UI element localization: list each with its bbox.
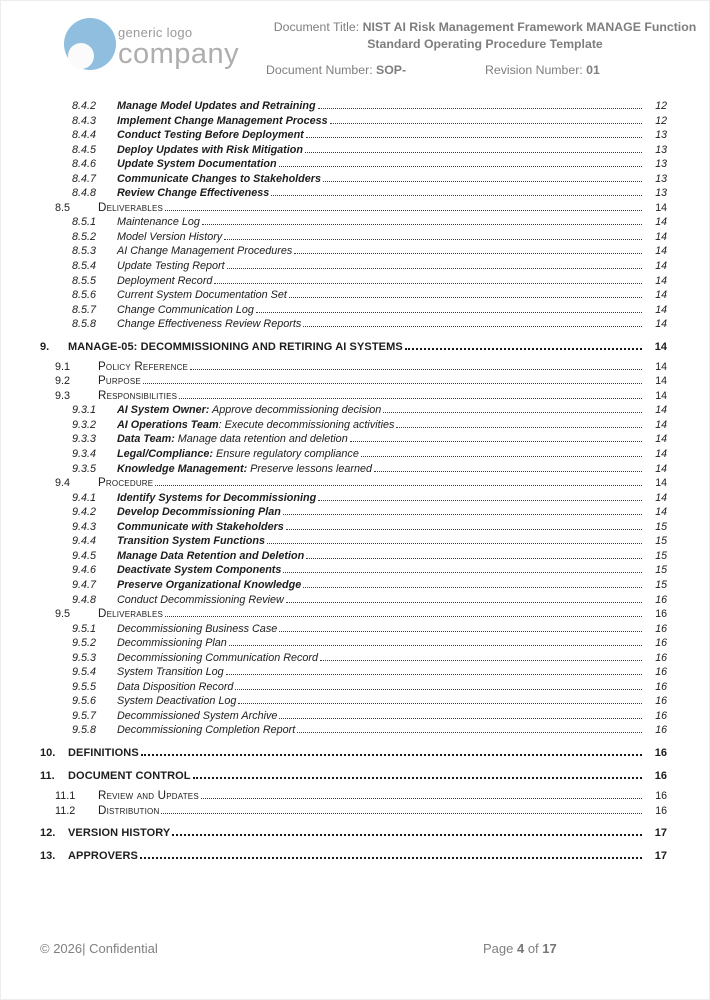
toc-dot-leader (140, 857, 642, 859)
toc-entry-9-4-8[interactable] (40, 593, 667, 608)
toc-entry-number: 8.5.6 (72, 289, 97, 302)
toc-entry-title: Purpose (98, 374, 141, 388)
toc-entry-number: 8.4.7 (72, 172, 97, 185)
revision-number-value: 01 (586, 63, 600, 78)
toc-entry-title: Implement Change Management Process (117, 114, 328, 127)
toc-entry-number: 9.3.5 (72, 462, 97, 475)
toc-entry-page: 17 (654, 827, 667, 840)
toc-entry-title: Conduct Decommissioning Review (117, 593, 284, 606)
toc-entry-9-5-2[interactable] (40, 636, 667, 651)
toc-entry-number: 12. (40, 827, 56, 840)
toc-dot-leader (202, 224, 642, 225)
toc-entry-page: 14 (655, 245, 667, 258)
toc-entry-page: 15 (655, 578, 667, 591)
toc-entry-9-3-5[interactable] (40, 462, 667, 477)
toc-dot-leader (374, 471, 642, 472)
toc-entry-number: 9.2 (55, 375, 71, 388)
toc-entry-9-4-2[interactable] (40, 505, 667, 520)
toc-dot-leader (305, 152, 642, 153)
toc-entry-8-5-5[interactable] (40, 274, 667, 289)
toc-entry-title: MANAGE-05: DECOMMISSIONING AND RETIRING AI SYSTEMS (68, 340, 403, 353)
toc-dot-leader (226, 674, 642, 675)
toc-entry-number: 11. (40, 769, 55, 782)
toc-entry-number: 9.4.8 (72, 593, 97, 606)
toc-dot-leader (318, 108, 642, 109)
toc-entry-number: 9.5.3 (72, 651, 97, 664)
toc-entry-9-3-4[interactable] (40, 447, 667, 462)
toc-entry-title: Decommissioning Completion Report (117, 724, 296, 737)
toc-entry-number: 8.5 (55, 201, 71, 214)
document-title-label: Document Title: (273, 20, 363, 34)
toc-entry-9-3-1[interactable] (40, 403, 667, 418)
toc-entry-9-5-4[interactable] (40, 665, 667, 680)
toc-entry-number: 8.4.3 (72, 114, 97, 127)
toc-entry-page: 13 (655, 158, 667, 171)
toc-entry-8-5-7[interactable] (40, 303, 667, 318)
toc-entry-9-4-1[interactable] (40, 491, 667, 506)
toc-dot-leader (405, 348, 642, 350)
toc-dot-leader (297, 732, 642, 733)
toc-entry-title: Identify Systems for Decommissioning (117, 491, 317, 504)
toc-entry-number: 9.5 (55, 608, 71, 621)
toc-dot-leader (320, 660, 642, 661)
toc-dot-leader (396, 427, 642, 428)
toc-entry-number: 9. (40, 340, 50, 353)
logo-text (118, 26, 239, 69)
toc-entry-title: Develop Decommissioning Plan (117, 506, 281, 519)
document-footer (0, 941, 710, 961)
toc-entry-page: 14 (655, 260, 667, 273)
toc-entry-title: System Deactivation Log (117, 695, 237, 708)
toc-dot-leader (214, 283, 642, 284)
toc-entry-number: 9.3.3 (72, 433, 97, 446)
toc-entry-page: 14 (654, 340, 667, 353)
toc-entry-title: Legal/Compliance: Ensure regulatory compliance (117, 448, 359, 461)
toc-entry-page: 14 (655, 506, 667, 519)
toc-entry-number: 9.3.2 (72, 418, 97, 431)
toc-dot-leader (283, 514, 642, 515)
toc-dot-leader (143, 383, 642, 384)
logo-company-name: company (118, 38, 240, 70)
toc-entry-page: 16 (655, 724, 667, 737)
toc-entry-number: 8.4.4 (72, 129, 97, 142)
toc-entry-title: Communicate Changes to Stakeholders (117, 172, 321, 185)
toc-entry-number: 9.4.7 (72, 578, 97, 591)
toc-dot-leader (294, 253, 642, 254)
toc-entry-page: 16 (654, 746, 667, 759)
page-of-label: of (524, 941, 543, 956)
toc-entry-number: 13. (40, 850, 56, 863)
toc-entry-title: Conduct Testing Before Deployment (117, 129, 304, 142)
toc-entry-8-4-2[interactable] (40, 99, 667, 114)
toc-entry-page: 14 (655, 418, 667, 431)
toc-entry-number: 9.4.2 (72, 506, 97, 519)
toc-entry-page: 12 (655, 100, 667, 112)
toc-dot-leader (235, 689, 642, 690)
toc-dot-leader (303, 326, 642, 327)
toc-entry-title: Data Disposition Record (117, 680, 234, 693)
toc-entry-number: 9.5.8 (72, 724, 97, 737)
toc-entry-9-5-8[interactable] (40, 723, 667, 738)
toc-entry-8-5-2[interactable] (40, 230, 667, 245)
toc-dot-leader (229, 645, 642, 646)
toc-entry-9[interactable] (40, 340, 667, 355)
toc-entry-8-4-4[interactable] (40, 128, 667, 143)
toc-entry-title: Deactivate System Components (117, 564, 282, 577)
toc-entry-8-4-8[interactable] (40, 186, 667, 201)
toc-entry-9-5-5[interactable] (40, 680, 667, 695)
toc-entry-title: Manage Data Retention and Deletion (117, 549, 305, 562)
toc-dot-leader (350, 441, 642, 442)
toc-dot-leader (279, 631, 642, 632)
toc-entry-number: 9.5.7 (72, 709, 97, 722)
toc-entry-title: Data Team: Manage data retention and deletion (117, 433, 348, 446)
toc-entry-number: 8.5.3 (72, 245, 97, 258)
toc-entry-number: 9.4.3 (72, 520, 97, 533)
toc-entry-title: Change Communication Log (117, 303, 254, 316)
document-number-label: Document Number: (266, 63, 377, 78)
toc-entry-11-1[interactable] (40, 789, 667, 804)
toc-dot-leader (286, 602, 642, 603)
toc-entry-8-4-6[interactable] (40, 157, 667, 172)
toc-entry-title: DEFINITIONS (68, 746, 139, 759)
copyright-text: © 2026| Confidential (40, 941, 158, 956)
toc-entry-page: 14 (655, 477, 667, 490)
toc-entry-9-1[interactable] (40, 360, 667, 375)
toc-entry-number: 8.5.8 (72, 318, 97, 331)
toc-entry-page: 14 (655, 433, 667, 446)
toc-entry-title: Preserve Organizational Knowledge (117, 578, 302, 591)
toc-entry-page: 14 (655, 201, 667, 214)
toc-entry-title: Maintenance Log (117, 216, 200, 229)
toc-entry-9-2[interactable] (40, 374, 667, 389)
toc-entry-title: Policy Reference (98, 359, 189, 373)
toc-entry-title: AI Operations Team: Execute decommissioning activities (117, 418, 395, 431)
page-indicator (483, 941, 557, 956)
toc-dot-leader (155, 485, 642, 486)
toc-entry-number: 9.4 (55, 477, 71, 490)
toc-entry-9-3-2[interactable] (40, 418, 667, 433)
toc-entry-9-5-6[interactable] (40, 694, 667, 709)
toc-entry-page: 13 (655, 143, 667, 156)
toc-dot-leader (165, 210, 642, 211)
toc-entry-number: 8.4.8 (72, 187, 97, 200)
toc-entry-title: Decommissioning Business Case (117, 622, 278, 635)
toc-entry-8-5-4[interactable] (40, 259, 667, 274)
toc-dot-leader (227, 268, 642, 269)
toc-entry-page: 14 (655, 462, 667, 475)
toc-entry-page: 16 (655, 608, 667, 621)
toc-entry-page: 13 (655, 172, 667, 185)
toc-entry-page: 14 (655, 389, 667, 402)
toc-dot-leader (141, 754, 642, 756)
toc-entry-number: 8.4.2 (72, 100, 97, 112)
toc-entry-title: Decommissioned System Archive (117, 709, 278, 722)
toc-entry-title: Responsibilities (98, 388, 178, 402)
toc-entry-title: Transition System Functions (117, 535, 265, 548)
toc-entry-10[interactable] (40, 746, 667, 761)
toc-entry-number: 9.4.4 (72, 535, 97, 548)
toc-entry-title: Distribution (98, 803, 160, 817)
toc-entry-number: 8.5.1 (72, 216, 97, 229)
toc-entry-page: 16 (655, 695, 667, 708)
toc-entry-title: Deploy Updates with Risk Mitigation (117, 143, 303, 156)
table-of-contents (40, 99, 667, 869)
toc-entry-9-4[interactable] (40, 476, 667, 491)
toc-entry-9-4-5[interactable] (40, 549, 667, 564)
document-title-value-line1: NIST AI Risk Management Framework MANAGE Function (362, 20, 697, 34)
toc-entry-11[interactable] (40, 769, 667, 784)
toc-entry-page: 15 (655, 564, 667, 577)
logo-circle-icon (64, 18, 116, 70)
toc-entry-title: Decommissioning Plan (117, 637, 227, 650)
toc-dot-leader (201, 798, 642, 799)
document-title-value-line2: Standard Operating Procedure Template (367, 37, 603, 52)
toc-dot-leader (303, 587, 642, 588)
toc-entry-number: 11.1 (55, 789, 76, 802)
toc-entry-page: 16 (655, 622, 667, 635)
page-total: 17 (542, 941, 557, 956)
toc-dot-leader (238, 703, 642, 704)
toc-entry-number: 8.5.2 (72, 230, 97, 243)
toc-entry-title: Decommissioning Communication Record (117, 651, 319, 664)
toc-dot-leader (323, 181, 642, 182)
toc-entry-title: Manage Model Updates and Retraining (117, 100, 316, 112)
toc-entry-number: 10. (40, 746, 56, 759)
toc-entry-number: 9.5.1 (72, 622, 97, 635)
toc-entry-number: 9.1 (55, 360, 71, 373)
logo-tagline: generic logo (118, 25, 193, 40)
toc-entry-page: 14 (655, 303, 667, 316)
toc-entry-9-4-4[interactable] (40, 534, 667, 549)
toc-entry-title: Current System Documentation Set (117, 289, 287, 302)
toc-entry-title: Knowledge Management: Preserve lessons learned (117, 462, 373, 475)
page-label: Page (483, 941, 517, 956)
toc-entry-page: 14 (655, 289, 667, 302)
toc-dot-leader (224, 239, 642, 240)
toc-entry-title: Model Version History (117, 230, 223, 243)
toc-entry-page: 16 (655, 709, 667, 722)
toc-entry-page: 16 (655, 680, 667, 693)
toc-entry-9-5-7[interactable] (40, 709, 667, 724)
toc-dot-leader (267, 543, 642, 544)
toc-dot-leader (286, 529, 642, 530)
toc-entry-8-5-6[interactable] (40, 288, 667, 303)
toc-entry-number: 9.5.5 (72, 680, 97, 693)
toc-entry-9-5-1[interactable] (40, 622, 667, 637)
toc-entry-page: 14 (655, 274, 667, 287)
toc-dot-leader (279, 718, 642, 719)
toc-entry-number: 11.2 (55, 804, 76, 817)
toc-entry-number: 9.3.1 (72, 404, 97, 417)
toc-entry-number: 9.4.1 (72, 491, 97, 504)
toc-entry-title: Deployment Record (117, 274, 213, 287)
toc-entry-page: 16 (655, 666, 667, 679)
toc-entry-8-5-8[interactable] (40, 317, 667, 332)
toc-dot-leader (306, 137, 642, 138)
toc-entry-page: 13 (655, 129, 667, 142)
toc-dot-leader (289, 297, 642, 298)
toc-entry-number: 9.4.6 (72, 564, 97, 577)
document-title (266, 19, 704, 53)
toc-entry-page: 16 (655, 637, 667, 650)
toc-entry-page: 14 (655, 491, 667, 504)
toc-entry-9-3-3[interactable] (40, 432, 667, 447)
toc-entry-title: Update Testing Report (117, 260, 225, 273)
toc-entry-page: 17 (654, 850, 667, 863)
toc-entry-page: 16 (655, 804, 667, 817)
toc-entry-page: 14 (655, 360, 667, 373)
toc-dot-leader (256, 312, 642, 313)
toc-entry-number: 8.4.6 (72, 158, 97, 171)
toc-entry-page: 16 (654, 769, 667, 782)
toc-entry-8-5[interactable] (40, 201, 667, 216)
page-current: 4 (516, 941, 525, 956)
document-number (266, 62, 485, 79)
toc-entry-9-5-3[interactable] (40, 651, 667, 666)
toc-entry-8-5-3[interactable] (40, 244, 667, 259)
toc-dot-leader (161, 813, 642, 814)
revision-number-label: Revision Number: (485, 63, 587, 78)
toc-entry-title: Update System Documentation (117, 158, 277, 171)
toc-entry-number: 8.5.7 (72, 303, 97, 316)
toc-entry-page: 14 (655, 448, 667, 461)
document-number-value: SOP- (376, 63, 407, 78)
toc-entry-number: 9.5.4 (72, 666, 97, 679)
toc-dot-leader (330, 123, 642, 124)
toc-dot-leader (179, 398, 642, 399)
toc-dot-leader (279, 166, 642, 167)
toc-entry-8-5-1[interactable] (40, 215, 667, 230)
toc-entry-title: Deliverables (98, 607, 164, 621)
toc-entry-title: Deliverables (98, 200, 164, 214)
toc-entry-11-2[interactable] (40, 804, 667, 819)
toc-entry-13[interactable] (40, 849, 667, 864)
toc-entry-title: AI Change Management Procedures (117, 245, 293, 258)
toc-entry-page: 14 (655, 216, 667, 229)
toc-entry-9-4-3[interactable] (40, 520, 667, 535)
document-meta-row (266, 62, 704, 79)
document-meta (266, 19, 704, 80)
toc-entry-number: 9.4.5 (72, 549, 97, 562)
toc-entry-page: 15 (655, 520, 667, 533)
revision-number (485, 62, 704, 79)
toc-entry-number: 8.5.5 (72, 274, 97, 287)
toc-entry-page: 14 (655, 404, 667, 417)
toc-entry-9-4-6[interactable] (40, 563, 667, 578)
toc-entry-page: 14 (655, 375, 667, 388)
toc-entry-12[interactable] (40, 826, 667, 841)
toc-entry-title: Review and Updates (98, 788, 199, 802)
toc-entry-8-4-7[interactable] (40, 172, 667, 187)
toc-dot-leader (306, 558, 642, 559)
toc-entry-number: 8.4.5 (72, 143, 97, 156)
toc-entry-page: 16 (655, 593, 667, 606)
toc-entry-number: 9.3.4 (72, 448, 97, 461)
toc-entry-number: 8.5.4 (72, 260, 97, 273)
toc-entry-9-3[interactable] (40, 389, 667, 404)
toc-entry-page: 15 (655, 535, 667, 548)
toc-dot-leader (193, 777, 642, 779)
toc-dot-leader (361, 456, 642, 457)
toc-entry-title: APPROVERS (68, 850, 138, 863)
toc-entry-title: AI System Owner: Approve decommissioning decision (117, 404, 382, 417)
toc-dot-leader (383, 412, 642, 413)
toc-dot-leader (165, 616, 642, 617)
toc-entry-title: Communicate with Stakeholders (117, 520, 284, 533)
toc-dot-leader (190, 369, 642, 370)
toc-entry-page: 12 (655, 114, 667, 127)
toc-entry-page: 14 (655, 318, 667, 331)
toc-entry-page: 15 (655, 549, 667, 562)
toc-dot-leader (271, 195, 642, 196)
company-logo (62, 18, 262, 78)
toc-entry-page: 13 (655, 187, 667, 200)
toc-entry-number: 9.3 (55, 389, 71, 402)
toc-entry-number: 9.5.2 (72, 637, 97, 650)
toc-dot-leader (172, 834, 642, 836)
toc-dot-leader (318, 500, 642, 501)
toc-entry-9-4-7[interactable] (40, 578, 667, 593)
toc-entry-title: DOCUMENT CONTROL (68, 769, 191, 782)
toc-entry-title: Review Change Effectiveness (117, 187, 270, 200)
toc-entry-title: VERSION HISTORY (68, 827, 171, 840)
toc-entry-8-4-3[interactable] (40, 114, 667, 129)
toc-entry-number: 9.5.6 (72, 695, 97, 708)
toc-entry-page: 16 (655, 789, 667, 802)
toc-dot-leader (283, 572, 642, 573)
toc-entry-title: Change Effectiveness Review Reports (117, 318, 302, 331)
logo-inner-circle-icon (68, 43, 94, 69)
toc-entry-title: System Transition Log (117, 666, 224, 679)
document-header (0, 14, 710, 88)
toc-entry-page: 16 (655, 651, 667, 664)
toc-entry-page: 14 (655, 230, 667, 243)
toc-entry-9-5[interactable] (40, 607, 667, 622)
toc-entry-8-4-5[interactable] (40, 143, 667, 158)
toc-entry-title: Procedure (98, 476, 154, 490)
